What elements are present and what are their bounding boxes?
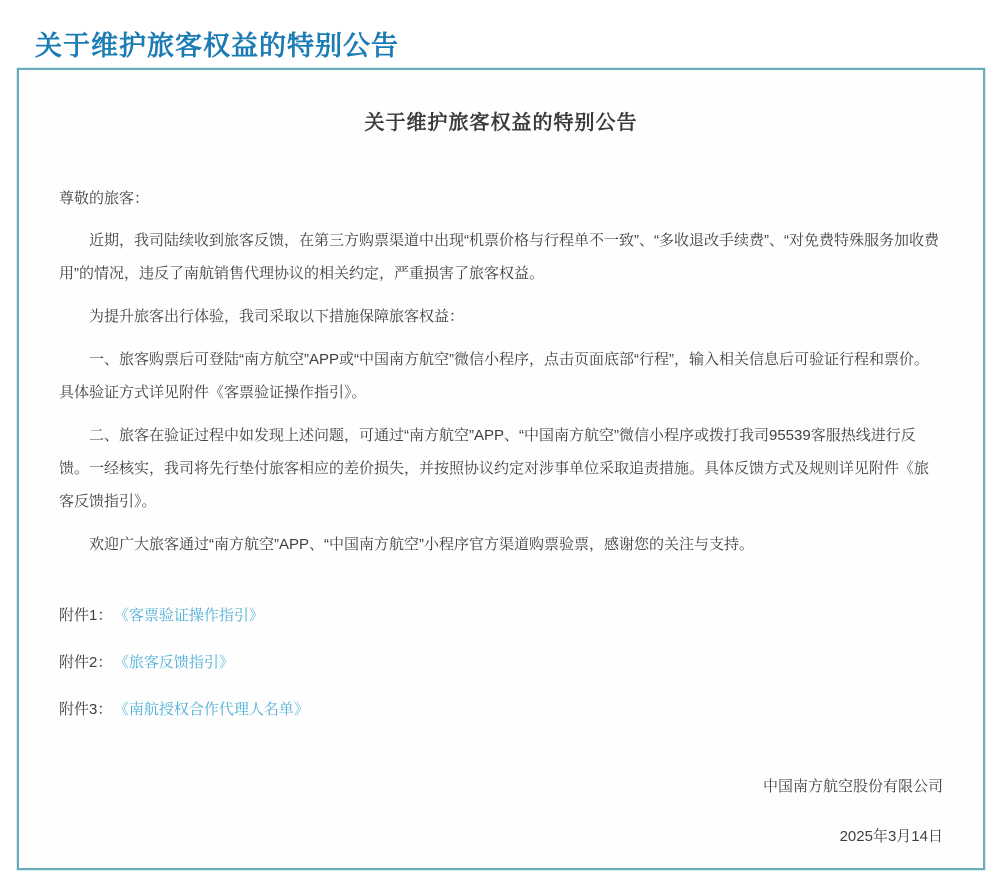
attachment-label: 附件2： bbox=[59, 654, 113, 671]
notice-title: 关于维护旅客权益的特别公告 bbox=[364, 112, 638, 134]
attachments-list bbox=[59, 607, 943, 719]
attachment-link-ticket-verification-guide[interactable]: 《客票验证操作指引》 bbox=[121, 607, 264, 624]
notice-paragraph: 一、旅客购票后可登陆“南方航空”APP或“中国南方航空”微信小程序，点击页面底部“行程”，输入相关信息后可验证行程和票价。具体验证方式详见附件《客票验证操作指引》。 bbox=[59, 351, 929, 401]
notice-paragraph: 二、旅客在验证过程中如发现上述问题，可通过“南方航空”APP、“中国南方航空”微信小程序或拨打我司95539客服热线进行反馈。一经核实，我司将先行垫付旅客相应的差价损失，并按照协议约定对涉事单位采取追责措施。具体反馈方式及规则详见附件《旅客反馈指引》。 bbox=[59, 427, 930, 510]
attachment-row bbox=[59, 701, 943, 719]
company-signature: 中国南方航空股份有限公司 bbox=[762, 778, 943, 795]
attachment-link-passenger-feedback-guide[interactable]: 《旅客反馈指引》 bbox=[121, 654, 234, 671]
notice-paragraph: 欢迎广大旅客通过“南方航空”APP、“中国南方航空”小程序官方渠道购票验票，感谢您的关注与支持。 bbox=[89, 536, 754, 553]
salutation: 尊敬的旅客： bbox=[59, 190, 150, 207]
attachment-label: 附件3： bbox=[59, 701, 113, 718]
notice-box bbox=[17, 68, 985, 870]
page-title: 关于维护旅客权益的特别公告 bbox=[35, 31, 399, 62]
attachment-link-authorized-agents-list[interactable]: 《南航授权合作代理人名单》 bbox=[121, 701, 309, 718]
attachment-row bbox=[59, 607, 943, 625]
attachment-label: 附件1： bbox=[59, 607, 113, 624]
attachment-row bbox=[59, 654, 943, 672]
notice-paragraph: 近期，我司陆续收到旅客反馈，在第三方购票渠道中出现“机票价格与行程单不一致”、“多收退改手续费”、“对免费特殊服务加收费用”的情况，违反了南航销售代理协议的相关约定，严重损害了旅客权益。 bbox=[59, 232, 939, 282]
notice-date: 2025年3月14日 bbox=[839, 828, 943, 845]
notice-paragraph: 为提升旅客出行体验，我司采取以下措施保障旅客权益： bbox=[89, 308, 465, 325]
